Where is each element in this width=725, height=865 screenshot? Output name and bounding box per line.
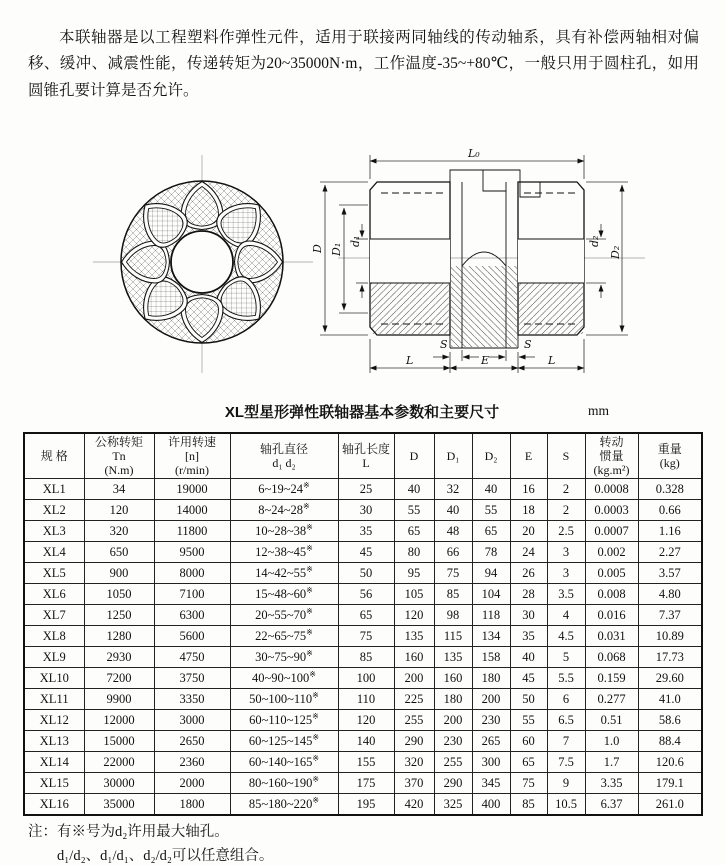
- cell-D: 80: [394, 542, 434, 563]
- cell-speed: 1800: [154, 794, 230, 816]
- cell-spec: XL15: [24, 773, 84, 794]
- table-caption-row: [23, 401, 701, 423]
- cell-weight: 29.60: [638, 668, 702, 689]
- cell-length: 75: [338, 626, 394, 647]
- cell-speed: 3350: [154, 689, 230, 710]
- cell-bore: 60~125~145※: [230, 731, 338, 752]
- dim-label-D1: D₁: [330, 242, 343, 256]
- cell-weight: 58.6: [638, 710, 702, 731]
- cell-torque: 22000: [84, 752, 154, 773]
- cell-D1: 230: [434, 731, 472, 752]
- star-mark: ※: [309, 669, 316, 679]
- cell-spec: XL6: [24, 584, 84, 605]
- cell-D1: 325: [434, 794, 472, 816]
- cell-speed: 3000: [154, 710, 230, 731]
- cell-bore: 12~38~45※: [230, 542, 338, 563]
- cell-S: 10.5: [547, 794, 585, 816]
- cell-D1: 160: [434, 668, 472, 689]
- dim-label-L-left: L: [406, 354, 414, 367]
- table-row: [24, 647, 702, 668]
- table-row: [24, 542, 702, 563]
- cell-D2: 200: [472, 689, 510, 710]
- cell-D1: 98: [434, 605, 472, 626]
- cell-bore: 60~140~165※: [230, 752, 338, 773]
- cell-D: 135: [394, 626, 434, 647]
- cell-D2: 158: [472, 647, 510, 668]
- cell-D: 65: [394, 521, 434, 542]
- cell-spec: XL11: [24, 689, 84, 710]
- cell-D: 320: [394, 752, 434, 773]
- col-header-speed: 许用转速 [n] (r/min): [154, 433, 230, 479]
- cell-D: 225: [394, 689, 434, 710]
- col-header-S: S: [547, 433, 585, 479]
- table-row: [24, 794, 702, 816]
- cell-E: 30: [510, 605, 547, 626]
- cell-speed: 9500: [154, 542, 230, 563]
- cell-E: 60: [510, 731, 547, 752]
- cell-weight: 7.37: [638, 605, 702, 626]
- cell-bore: 15~48~60※: [230, 584, 338, 605]
- cell-weight: 17.73: [638, 647, 702, 668]
- dim-label-S-right: S: [524, 338, 532, 351]
- cell-E: 26: [510, 563, 547, 584]
- dim-label-d2: d₂: [588, 235, 601, 247]
- cell-torque: 34: [84, 479, 154, 500]
- cell-S: 6.5: [547, 710, 585, 731]
- table-row: [24, 584, 702, 605]
- dim-label-L-right: L: [548, 354, 556, 367]
- element-arc: [462, 252, 506, 266]
- star-mark: ※: [312, 753, 320, 763]
- cell-E: 24: [510, 542, 547, 563]
- table-row: [24, 710, 702, 731]
- cell-torque: 7200: [84, 668, 154, 689]
- cell-inertia: 0.0003: [585, 500, 638, 521]
- dim-label-E: E: [481, 354, 490, 367]
- star-mark: ※: [306, 627, 313, 637]
- cell-D1: 255: [434, 752, 472, 773]
- cell-speed: 14000: [154, 500, 230, 521]
- cell-D1: 32: [434, 479, 472, 500]
- cell-length: 155: [338, 752, 394, 773]
- table-row: [24, 605, 702, 626]
- cell-speed: 7100: [154, 584, 230, 605]
- cell-S: 2: [547, 479, 585, 500]
- cell-weight: 2.27: [638, 542, 702, 563]
- col-header-D1: D₁: [434, 433, 472, 479]
- cell-spec: XL12: [24, 710, 84, 731]
- cell-speed: 2000: [154, 773, 230, 794]
- cell-D1: 115: [434, 626, 472, 647]
- cell-S: 5: [547, 647, 585, 668]
- cell-length: 100: [338, 668, 394, 689]
- cell-speed: 8000: [154, 563, 230, 584]
- cell-inertia: 0.068: [585, 647, 638, 668]
- star-mark: ※: [312, 690, 319, 700]
- cell-length: 25: [338, 479, 394, 500]
- cell-weight: 88.4: [638, 731, 702, 752]
- bore-circle: [171, 231, 233, 293]
- cell-speed: 11800: [154, 521, 230, 542]
- dim-label-D: D: [311, 244, 324, 253]
- star-mark: ※: [312, 795, 320, 805]
- table-row: [24, 500, 702, 521]
- cell-D2: 134: [472, 626, 510, 647]
- col-header-E: E: [510, 433, 547, 479]
- cell-length: 175: [338, 773, 394, 794]
- cell-torque: 650: [84, 542, 154, 563]
- cell-D2: 300: [472, 752, 510, 773]
- bore-right: [518, 239, 584, 283]
- cell-E: 45: [510, 668, 547, 689]
- hatch-left: [371, 283, 449, 334]
- cell-D1: 40: [434, 500, 472, 521]
- col-header-bore: 轴孔直径 d₁ d₂: [230, 433, 338, 479]
- cell-bore: 14~42~55※: [230, 563, 338, 584]
- cell-bore: 22~65~75※: [230, 626, 338, 647]
- cell-inertia: 0.159: [585, 668, 638, 689]
- dim-label-d1: d₁: [349, 235, 362, 247]
- cell-speed: 5600: [154, 626, 230, 647]
- cell-inertia: 3.35: [585, 773, 638, 794]
- cell-bore: 8~24~28※: [230, 500, 338, 521]
- cell-D2: 104: [472, 584, 510, 605]
- table-unit: mm: [588, 403, 610, 418]
- table-row: [24, 668, 702, 689]
- star-mark: ※: [312, 774, 320, 784]
- cell-speed: 3750: [154, 668, 230, 689]
- cell-S: 5.5: [547, 668, 585, 689]
- cell-E: 50: [510, 689, 547, 710]
- parameter-table: [23, 432, 703, 816]
- cell-D1: 180: [434, 689, 472, 710]
- cell-inertia: 0.0008: [585, 479, 638, 500]
- table-row: [24, 479, 702, 500]
- cell-spec: XL3: [24, 521, 84, 542]
- cell-S: 3.5: [547, 584, 585, 605]
- cell-weight: 261.0: [638, 794, 702, 816]
- intro-paragraph: 本联轴器是以工程塑料作弹性元件，适用于联接两同轴线的传动轴系，具有补偿两轴相对偏移、缓冲、减震性能，传递转矩为20~35000N·m，工作温度-35~+80℃，一般只用于圆柱孔，如用圆锥孔要计算是否允许。: [28, 28, 699, 100]
- cell-bore: 10~28~38※: [230, 521, 338, 542]
- cell-weight: 1.16: [638, 521, 702, 542]
- cell-weight: 4.80: [638, 584, 702, 605]
- cell-D: 95: [394, 563, 434, 584]
- section-view: [311, 147, 645, 373]
- cell-D: 255: [394, 710, 434, 731]
- cell-weight: 3.57: [638, 563, 702, 584]
- cell-bore: 40~90~100※: [230, 668, 338, 689]
- cell-torque: 320: [84, 521, 154, 542]
- table-row: [24, 689, 702, 710]
- cell-D2: 180: [472, 668, 510, 689]
- cell-bore: 60~110~125※: [230, 710, 338, 731]
- table-row: [24, 752, 702, 773]
- dim-label-D2: D₂: [609, 245, 622, 259]
- col-header-D: D: [394, 433, 434, 479]
- cell-length: 50: [338, 563, 394, 584]
- table-row: [24, 521, 702, 542]
- front-view: [93, 155, 313, 373]
- cell-D1: 75: [434, 563, 472, 584]
- cell-D: 40: [394, 479, 434, 500]
- cell-S: 3: [547, 563, 585, 584]
- cell-E: 20: [510, 521, 547, 542]
- table-header-row: [24, 433, 702, 479]
- cell-length: 85: [338, 647, 394, 668]
- cell-torque: 30000: [84, 773, 154, 794]
- cell-D1: 200: [434, 710, 472, 731]
- cell-bore: 20~55~70※: [230, 605, 338, 626]
- col-header-torque: 公称转矩 Tn (N.m): [84, 433, 154, 479]
- cell-D1: 135: [434, 647, 472, 668]
- cell-D: 420: [394, 794, 434, 816]
- star-mark: ※: [312, 711, 319, 721]
- cell-D2: 400: [472, 794, 510, 816]
- cell-inertia: 0.016: [585, 605, 638, 626]
- cell-torque: 120: [84, 500, 154, 521]
- cell-inertia: 0.031: [585, 626, 638, 647]
- cell-speed: 6300: [154, 605, 230, 626]
- cell-spec: XL9: [24, 647, 84, 668]
- table-row: [24, 731, 702, 752]
- star-mark: ※: [306, 648, 313, 658]
- cell-spec: XL1: [24, 479, 84, 500]
- col-header-inertia: 转动 惯量 (kg.m²): [585, 433, 638, 479]
- cell-D: 160: [394, 647, 434, 668]
- cell-D1: 66: [434, 542, 472, 563]
- footnote-1: 注：有※号为d₂许用最大轴孔。: [28, 824, 229, 840]
- cell-D: 370: [394, 773, 434, 794]
- cell-spec: XL7: [24, 605, 84, 626]
- cell-D: 290: [394, 731, 434, 752]
- cell-inertia: 0.51: [585, 710, 638, 731]
- footnote-2: d₁/d₂、d₁/d₁、d₂/d₂可以任意组合。: [57, 848, 274, 864]
- cell-D1: 290: [434, 773, 472, 794]
- bore-left: [370, 239, 450, 283]
- cell-length: 45: [338, 542, 394, 563]
- cell-E: 16: [510, 479, 547, 500]
- cell-D2: 265: [472, 731, 510, 752]
- cell-speed: 19000: [154, 479, 230, 500]
- star-mark: ※: [306, 522, 313, 532]
- cell-bore: 85~180~220※: [230, 794, 338, 816]
- cell-length: 120: [338, 710, 394, 731]
- cell-spec: XL8: [24, 626, 84, 647]
- cell-inertia: 0.008: [585, 584, 638, 605]
- cell-bore: 80~160~190※: [230, 773, 338, 794]
- cell-D: 120: [394, 605, 434, 626]
- star-mark: ※: [306, 585, 313, 595]
- cell-inertia: 0.0007: [585, 521, 638, 542]
- spider-top-notch: [483, 170, 506, 191]
- cell-length: 35: [338, 521, 394, 542]
- cell-E: 75: [510, 773, 547, 794]
- cell-S: 7.5: [547, 752, 585, 773]
- cell-spec: XL14: [24, 752, 84, 773]
- cell-torque: 900: [84, 563, 154, 584]
- cell-speed: 2360: [154, 752, 230, 773]
- cell-E: 40: [510, 647, 547, 668]
- cell-inertia: 0.005: [585, 563, 638, 584]
- cell-inertia: 6.37: [585, 794, 638, 816]
- cell-bore: 6~19~24※: [230, 479, 338, 500]
- star-mark: ※: [306, 543, 313, 553]
- cell-spec: XL16: [24, 794, 84, 816]
- cell-weight: 0.66: [638, 500, 702, 521]
- cell-length: 110: [338, 689, 394, 710]
- cell-torque: 1280: [84, 626, 154, 647]
- cell-E: 85: [510, 794, 547, 816]
- cell-E: 55: [510, 710, 547, 731]
- cell-weight: 120.6: [638, 752, 702, 773]
- cell-torque: 1050: [84, 584, 154, 605]
- cell-D2: 40: [472, 479, 510, 500]
- cell-E: 65: [510, 752, 547, 773]
- dim-label-L0: L₀: [468, 147, 480, 160]
- col-header-D2: D₂: [472, 433, 510, 479]
- cell-torque: 15000: [84, 731, 154, 752]
- col-header-length: 轴孔长度 L: [338, 433, 394, 479]
- cell-torque: 1250: [84, 605, 154, 626]
- technical-drawing: [0, 135, 725, 393]
- cell-D1: 48: [434, 521, 472, 542]
- col-header-spec: 规 格: [24, 433, 84, 479]
- table-title: XL型星形弹性联轴器基本参数和主要尺寸: [224, 404, 500, 421]
- cell-weight: 10.89: [638, 626, 702, 647]
- cell-S: 4: [547, 605, 585, 626]
- table-row: [24, 773, 702, 794]
- cell-D2: 345: [472, 773, 510, 794]
- cell-torque: 35000: [84, 794, 154, 816]
- cell-D2: 65: [472, 521, 510, 542]
- star-mark: ※: [306, 606, 313, 616]
- table-body: [24, 479, 702, 816]
- cell-inertia: 0.002: [585, 542, 638, 563]
- cell-weight: 0.328: [638, 479, 702, 500]
- cell-spec: XL10: [24, 668, 84, 689]
- cell-spec: XL2: [24, 500, 84, 521]
- cell-D1: 85: [434, 584, 472, 605]
- cell-inertia: 1.7: [585, 752, 638, 773]
- cell-length: 65: [338, 605, 394, 626]
- hatch-center: [451, 266, 517, 347]
- cell-S: 9: [547, 773, 585, 794]
- cell-D2: 94: [472, 563, 510, 584]
- hatch-right: [519, 283, 583, 334]
- cell-D: 200: [394, 668, 434, 689]
- jaw-step: [520, 182, 540, 197]
- cell-E: 18: [510, 500, 547, 521]
- star-mark: ※: [303, 501, 310, 511]
- cell-S: 6: [547, 689, 585, 710]
- cell-length: 30: [338, 500, 394, 521]
- cell-torque: 12000: [84, 710, 154, 731]
- star-mark: ※: [303, 480, 310, 490]
- cell-E: 28: [510, 584, 547, 605]
- cell-S: 7: [547, 731, 585, 752]
- cell-length: 140: [338, 731, 394, 752]
- cell-length: 195: [338, 794, 394, 816]
- cell-D: 105: [394, 584, 434, 605]
- cell-D2: 55: [472, 500, 510, 521]
- cell-E: 35: [510, 626, 547, 647]
- cell-S: 4.5: [547, 626, 585, 647]
- cell-D: 55: [394, 500, 434, 521]
- cell-D2: 230: [472, 710, 510, 731]
- cell-D2: 78: [472, 542, 510, 563]
- dim-label-S-left: S: [440, 338, 448, 351]
- cell-torque: 2930: [84, 647, 154, 668]
- star-mark: ※: [306, 564, 313, 574]
- cell-S: 2: [547, 500, 585, 521]
- cell-speed: 2650: [154, 731, 230, 752]
- cell-D2: 118: [472, 605, 510, 626]
- cell-torque: 9900: [84, 689, 154, 710]
- cell-weight: 179.1: [638, 773, 702, 794]
- col-header-weight: 重量 (kg): [638, 433, 702, 479]
- cell-bore: 50~100~110※: [230, 689, 338, 710]
- table-row: [24, 563, 702, 584]
- cell-weight: 41.0: [638, 689, 702, 710]
- cell-S: 3: [547, 542, 585, 563]
- cell-speed: 4750: [154, 647, 230, 668]
- cell-length: 56: [338, 584, 394, 605]
- cell-inertia: 1.0: [585, 731, 638, 752]
- table-row: [24, 626, 702, 647]
- cell-spec: XL4: [24, 542, 84, 563]
- cell-spec: XL13: [24, 731, 84, 752]
- star-mark: ※: [312, 732, 320, 742]
- spider-top-block: [450, 170, 520, 182]
- cell-bore: 30~75~90※: [230, 647, 338, 668]
- cell-spec: XL5: [24, 563, 84, 584]
- cell-inertia: 0.277: [585, 689, 638, 710]
- cell-S: 2.5: [547, 521, 585, 542]
